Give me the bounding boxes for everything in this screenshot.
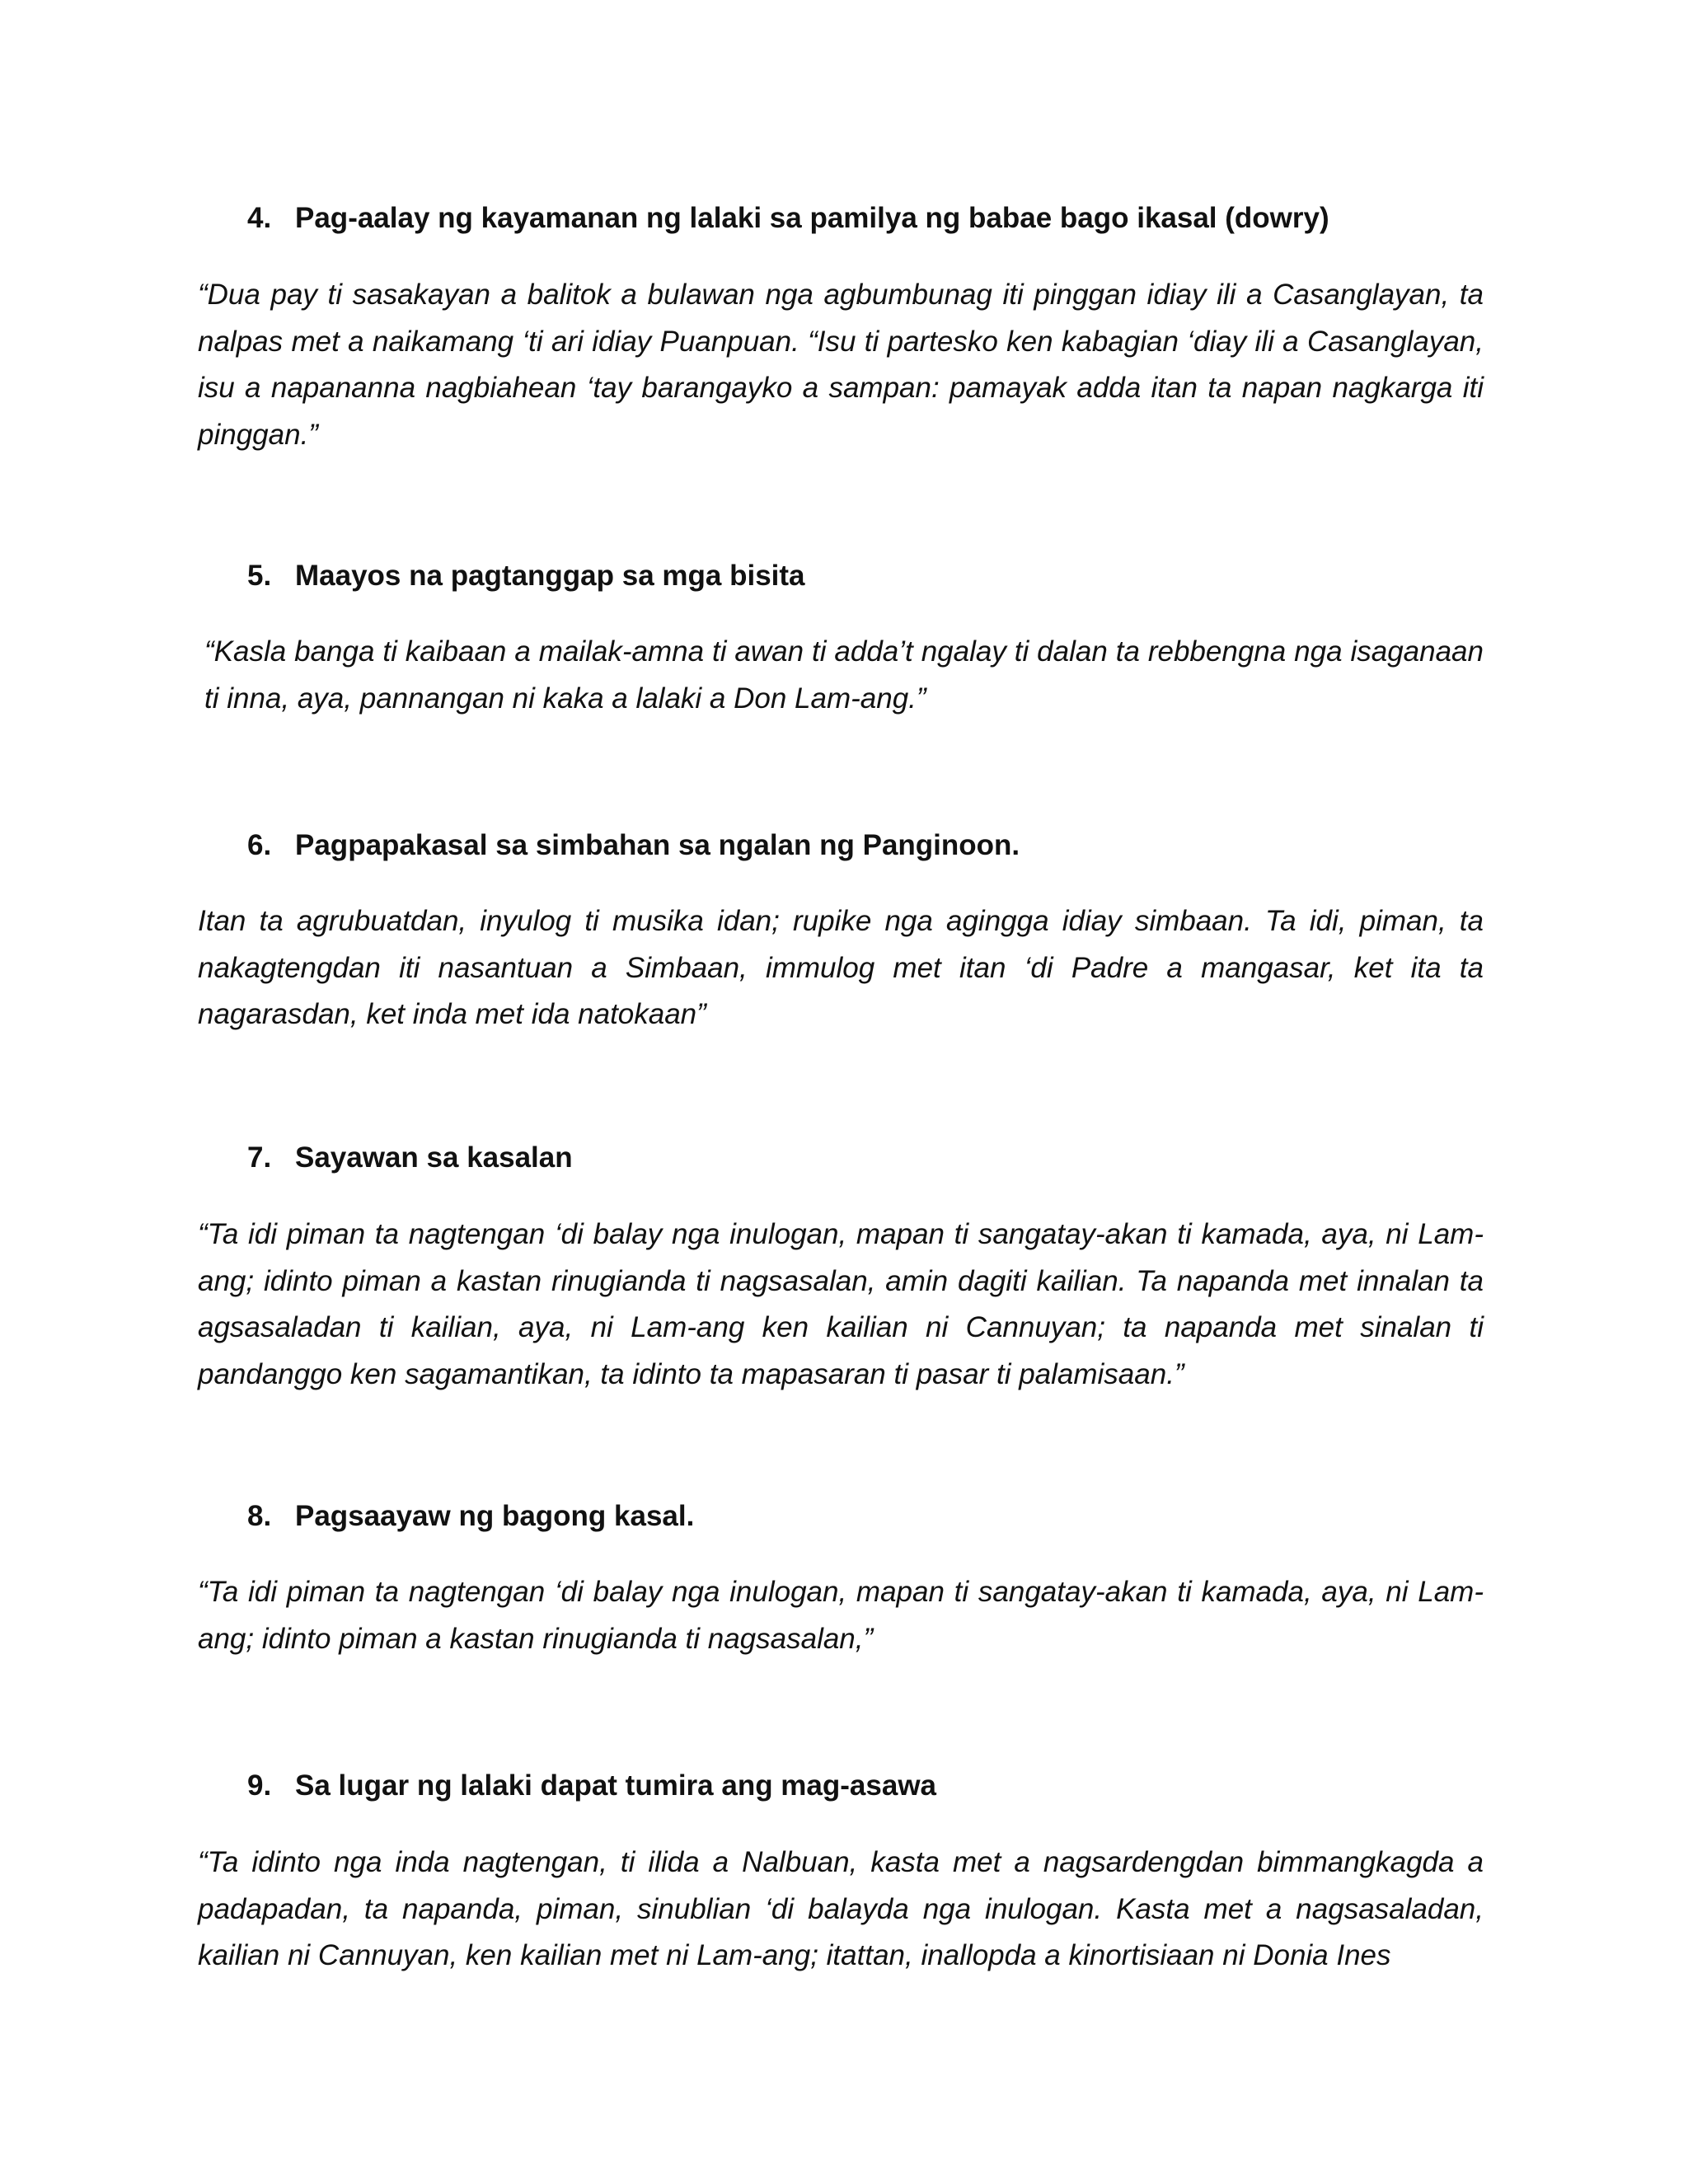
- section-title: Sa lugar ng lalaki dapat tumira ang mag-asawa: [295, 1769, 937, 1802]
- section-number: 4.: [247, 202, 272, 234]
- section-quote: “Dua pay ti sasakayan a balitok a bulawan nga agbumbunag iti pinggan idiay ili a Casanglayan, ta nalpas met a naikamang ‘ti ari idiay Puanpuan. “Isu ti partesko ken kabagian ‘diay ili a Casanglayan, isu a napananna nagbiahean ‘tay barangayko a sampan: pamayak adda itan ta napan nagkarga iti pinggan.”: [198, 279, 1484, 451]
- section-heading: [247, 558, 805, 594]
- section-title: Maayos na pagtanggap sa mga bisita: [295, 560, 805, 592]
- section-number: 5.: [247, 560, 272, 592]
- section-title: Sayawan sa kasalan: [295, 1141, 573, 1174]
- section-quote: “Ta idi piman ta nagtengan ‘di balay nga inulogan, mapan ti sangatay-akan ti kamada, aya, ni Lam-ang; idinto piman a kastan rinugianda ti nagsasalan, amin dagiti kailian. Ta napanda met innalan ta agsasaladan ti kailian, aya, ni Lam-ang ken kailian ni Cannuyan; ta napanda met sinalan ti pandanggo ken sagamantikan, ta idinto ta mapasaran ti pasar ti palamisaan.”: [198, 1218, 1484, 1390]
- section-quote: “Ta idi piman ta nagtengan ‘di balay nga inulogan, mapan ti sangatay-akan ti kamada, aya, ni Lam-ang; idinto piman a kastan rinugianda ti nagsasalan,”: [198, 1576, 1484, 1655]
- section-quote: “Kasla banga ti kaibaan a mailak-amna ti awan ti adda’t ngalay ti dalan ta rebbengna nga isaganaan ti inna, aya, pannangan ni kaka a lalaki a Don Lam-ang.”: [204, 635, 1484, 715]
- section-heading: [247, 200, 1329, 237]
- section-number: 6.: [247, 829, 272, 861]
- section-heading: [247, 1140, 573, 1176]
- section-heading: [247, 1498, 694, 1535]
- section-number: 8.: [247, 1500, 272, 1532]
- section-quote: “Ta idinto nga inda nagtengan, ti ilida a Nalbuan, kasta met a nagsardengdan bimmangkagda a padapadan, ta napanda, piman, sinublian ‘di balayda nga inulogan. Kasta met a nagsasaladan, kailian ni Cannuyan, ken kailian met ni Lam-ang; itattan, inallopda a kinortisiaan ni Donia Ines: [198, 1846, 1484, 1971]
- section-number: 9.: [247, 1769, 272, 1802]
- section-heading: [247, 827, 1020, 864]
- section-title: Pagpapakasal sa simbahan sa ngalan ng Panginoon.: [295, 829, 1020, 861]
- section-heading: [247, 1768, 936, 1804]
- section-number: 7.: [247, 1141, 272, 1174]
- section-quote: Itan ta agrubuatdan, inyulog ti musika idan; rupike nga agingga idiay simbaan. Ta idi, piman, ta nakagtengdan iti nasantuan a Simbaan, immulog met itan ‘di Padre a mangasar, ket ita ta nagarasdan, ket inda met ida natokaan”: [198, 905, 1484, 1030]
- section-title: Pagsaayaw ng bagong kasal.: [295, 1500, 695, 1532]
- section-title: Pag-aalay ng kayamanan ng lalaki sa pamilya ng babae bago ikasal (dowry): [295, 202, 1329, 234]
